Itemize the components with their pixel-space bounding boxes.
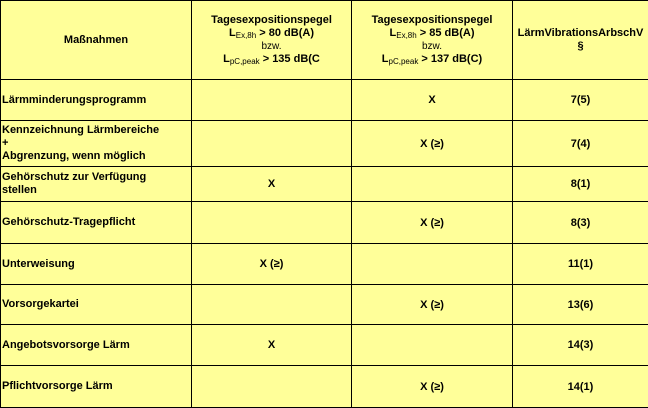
- measure-label: Unterweisung: [1, 244, 192, 285]
- cell-80: [192, 80, 352, 121]
- table-row: [1, 167, 648, 202]
- cell-paragraph: 14(1): [513, 366, 648, 408]
- cell-80: X: [192, 167, 352, 202]
- table-row: [1, 80, 648, 121]
- cell-paragraph: 8(1): [513, 167, 648, 202]
- cell-80: [192, 202, 352, 244]
- cell-85: X (≥): [352, 366, 513, 408]
- cell-paragraph: 7(5): [513, 80, 648, 121]
- header-threshold-85: Tagesexpositionspegel LEx,8h > 85 dB(A) bzw. LpC,peak > 137 dB(C): [352, 1, 513, 80]
- cell-paragraph: 11(1): [513, 244, 648, 285]
- cell-85: [352, 167, 513, 202]
- cell-80: [192, 285, 352, 325]
- measure-label: Vorsorgekartei: [1, 285, 192, 325]
- header-regulation: LärmVibrationsArbschV §: [513, 1, 648, 80]
- measure-label: Gehörschutz-Tragepflicht: [1, 202, 192, 244]
- table-row: [1, 121, 648, 167]
- measure-label: Angebotsvorsorge Lärm: [1, 325, 192, 366]
- measure-label: Lärmminderungsprogramm: [1, 80, 192, 121]
- cell-85: [352, 325, 513, 366]
- header-measures: Maßnahmen: [1, 1, 192, 80]
- cell-80: [192, 366, 352, 408]
- cell-paragraph: 14(3): [513, 325, 648, 366]
- header-threshold-80: Tagesexpositionspegel LEx,8h > 80 dB(A) bzw. LpC,peak > 135 dB(C: [192, 1, 352, 80]
- table-row: [1, 325, 648, 366]
- table-row: [1, 244, 648, 285]
- measure-label: Kennzeichnung Lärmbereiche + Abgrenzung, wenn möglich: [1, 121, 192, 167]
- cell-paragraph: 8(3): [513, 202, 648, 244]
- cell-85: X (≥): [352, 285, 513, 325]
- measure-label: Gehörschutz zur Verfügung stellen: [1, 167, 192, 202]
- cell-paragraph: 7(4): [513, 121, 648, 167]
- cell-85: X: [352, 80, 513, 121]
- cell-80: X: [192, 325, 352, 366]
- cell-85: [352, 244, 513, 285]
- cell-85: X (≥): [352, 202, 513, 244]
- header-row: [1, 1, 648, 80]
- cell-85: X (≥): [352, 121, 513, 167]
- table-row: [1, 366, 648, 408]
- cell-80: X (≥): [192, 244, 352, 285]
- table-row: [1, 285, 648, 325]
- table-row: [1, 202, 648, 244]
- cell-paragraph: 13(6): [513, 285, 648, 325]
- measure-label: Pflichtvorsorge Lärm: [1, 366, 192, 408]
- cell-80: [192, 121, 352, 167]
